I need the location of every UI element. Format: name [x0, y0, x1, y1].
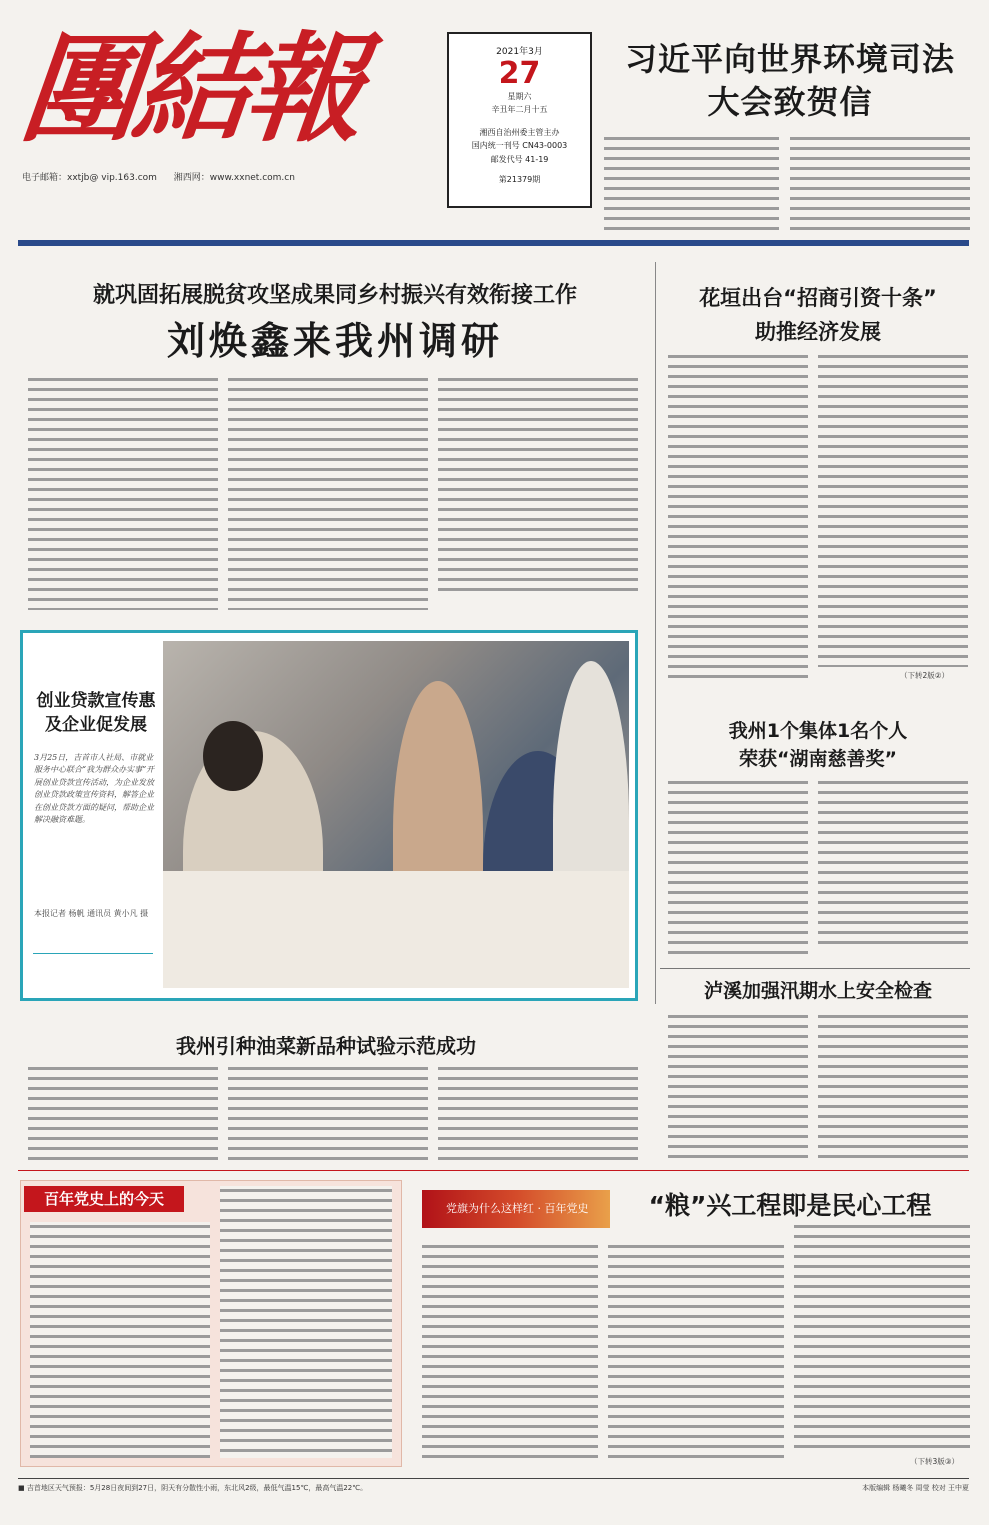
date-box [447, 32, 592, 208]
top-story-body-col2 [790, 134, 970, 234]
history-body-col2 [220, 1186, 392, 1458]
side-story1-headline-line2: 助推经济发展 [755, 320, 881, 344]
date-year-month: 2021年3月 [496, 47, 543, 57]
side-story3-body-col2 [818, 1012, 968, 1158]
date-lunar: 辛丑年二月十五 [491, 105, 548, 115]
rape-story-body-col3 [438, 1064, 638, 1164]
postal-code: 邮发代号 41-19 [490, 154, 549, 164]
side-story3-body-col1 [668, 1012, 808, 1158]
grain-body-col1 [422, 1242, 598, 1464]
side-story2-headline-line1: 我州1个集体1名个人 [728, 720, 908, 742]
party-history-banner: 党旗为什么这样红 · 百年党史 [422, 1190, 610, 1228]
weather-forecast: ■ 吉首地区天气预报：5月28日夜间到27日，阴天有分散性小雨，东北风2级，最低气温15℃，最高气温22℃。 [18, 1484, 368, 1492]
lead-body-col3 [438, 375, 638, 595]
side-story3-headline: 泸溪加强汛期水上安全检查 [703, 980, 932, 1002]
footer-bar [18, 1478, 969, 1493]
side-story2-body-col1 [668, 778, 808, 958]
masthead-contacts [22, 170, 422, 183]
side-story2-headline-line2: 荣获“湖南慈善奖” [739, 748, 897, 770]
history-body-col1 [30, 1222, 210, 1458]
grain-body-col3 [794, 1222, 970, 1452]
publisher-line: 湘西自治州委主管主办 [479, 127, 560, 137]
side-story2-body-col2 [818, 778, 968, 948]
lead-subheadline: 就巩固拓展脱贫攻坚成果同乡村振兴有效衔接工作 [92, 283, 577, 308]
grain-story-headline: “粮”兴工程即是民心工程 [648, 1191, 932, 1220]
website-line: 湘西网：www.xxnet.com.cn [173, 173, 295, 183]
side-story1-body-col2 [818, 352, 968, 667]
photo-feature-text: 3月25日，吉首市人社局、市就业服务中心联合“我为群众办实事”开展创业贷款宣传活动，为企业发放创业贷款政策宣传资料，解答企业在创业贷款方面的疑问，帮助企业解决融资难题。 [34, 753, 155, 824]
rape-story-body-col2 [228, 1064, 428, 1164]
side-story1-headline-line1: 花垣出台“招商引资十条” [699, 286, 937, 310]
history-banner: 百年党史上的今天 [24, 1186, 184, 1212]
newspaper-logo: 團結報 [14, 19, 366, 158]
rape-story-body-col1 [28, 1064, 218, 1164]
date-day: 27 [498, 56, 541, 91]
grain-story-continued: （下转3版③） [910, 1457, 959, 1466]
masthead [14, 19, 422, 200]
email-line: 电子邮箱：xxtjb@ vip.163.com [22, 173, 157, 183]
side-story1-continued: （下转2版②） [900, 671, 949, 680]
photo-feature-title: 创业贷款宣传惠及企业促发展 [36, 691, 156, 735]
side-rule [660, 968, 970, 969]
cn-number: 国内统一刊号 CN43-0003 [471, 141, 568, 151]
lead-headline: 刘焕鑫来我州调研 [166, 319, 503, 363]
grain-body-col2 [608, 1242, 784, 1464]
masthead-rule [18, 240, 969, 246]
top-headline: 习近平向世界环境司法大会致贺信 [624, 40, 955, 122]
news-photo [163, 641, 629, 988]
column-divider [655, 262, 656, 1004]
editor-credits: 本版编辑 杨曦冬 周莹 校对 王中夏 [862, 1484, 969, 1492]
lead-body-col2 [228, 375, 428, 610]
photo-credit: 本报记者 杨帆 通讯员 黄小凡 摄 [34, 909, 149, 918]
section-rule [18, 1170, 969, 1171]
rape-story-headline: 我州引种油菜新品种试验示范成功 [176, 1034, 476, 1058]
issue-number: 第21379期 [498, 174, 541, 184]
side-story1-body-col1 [668, 352, 808, 680]
top-story-body-col1 [604, 134, 779, 234]
date-weekday: 星期六 [507, 92, 532, 101]
caption-divider [33, 953, 153, 954]
lead-body-col1 [28, 375, 218, 610]
